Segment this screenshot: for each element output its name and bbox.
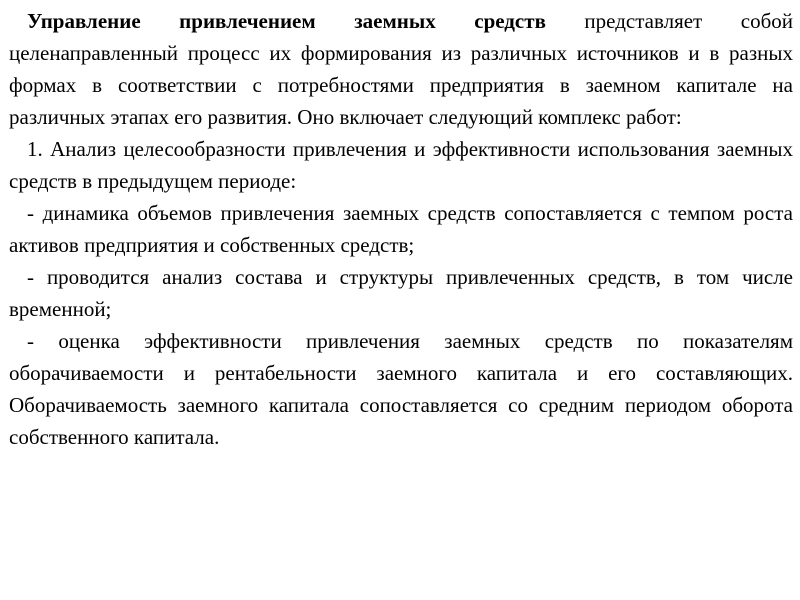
bullet-2-paragraph: - проводится анализ состава и структуры привлеченных средств, в том числе временной; <box>9 265 793 321</box>
bullet-3-paragraph: - оценка эффективности привлечения заемных средств по показателям оборачиваемости и рентабельности заемного капитала и его составляющих. Оборачиваемость заемного капитала сопоставляется со средним периодом оборота собственного капитала. <box>9 329 793 449</box>
intro-bold-term: Управление привлечением заемных средств <box>27 9 546 33</box>
text-block <box>9 5 793 453</box>
intro-text: представляет собой целенаправленный процесс их формирования из различных источников и в разных формах в соответствии с потребностями предприятия в заемном капитале на различных этапах его развития. Оно включает следующий комплекс работ: <box>9 9 793 129</box>
item-1-paragraph: 1. Анализ целесообразности привлечения и эффективности использования заемных средств в предыдущем периоде: <box>9 137 793 193</box>
bullet-1-paragraph: - динамика объемов привлечения заемных средств сопоставляется с темпом роста активов предприятия и собственных средств; <box>9 201 793 257</box>
intro-paragraph <box>9 5 793 133</box>
